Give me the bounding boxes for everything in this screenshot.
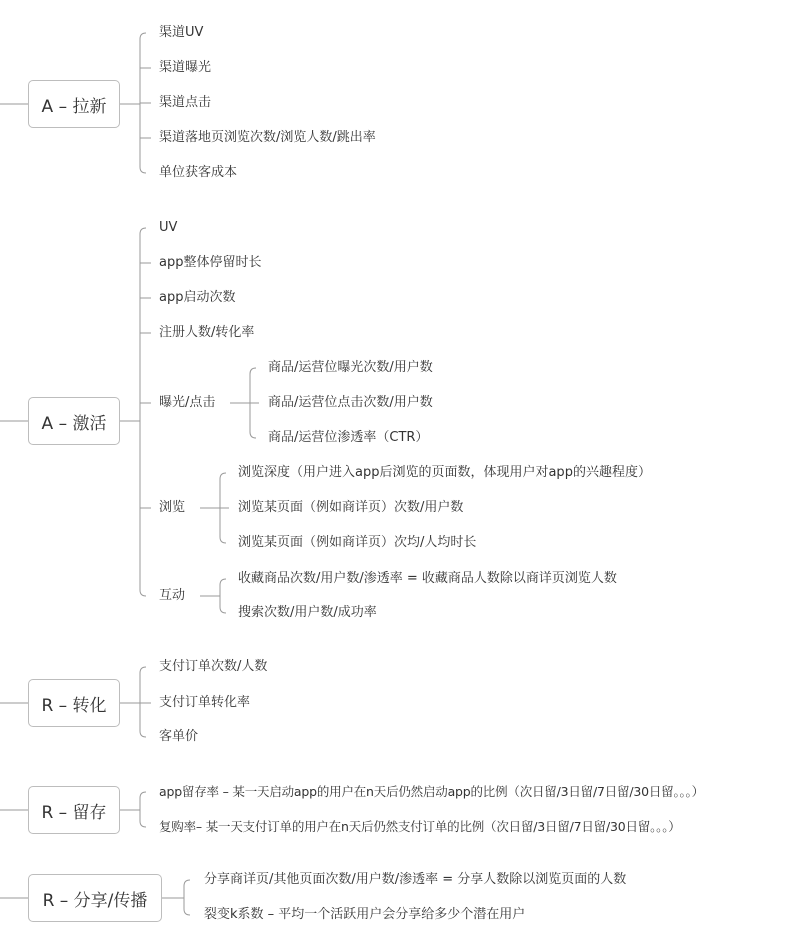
node-r-retention[interactable]: R – 留存 <box>28 786 120 834</box>
metric-channel-click: 渠道点击 <box>159 95 212 110</box>
metric-aov: 客单价 <box>159 729 199 744</box>
node-a-activation[interactable]: A – 激活 <box>28 397 120 445</box>
metric-paid-orders: 支付订单次数/人数 <box>159 659 268 674</box>
metric-channel-landing: 渠道落地页浏览次数/浏览人数/跳出率 <box>159 130 376 145</box>
metric-slot-exposure: 商品/运营位曝光次数/用户数 <box>268 360 433 375</box>
metric-channel-exposure: 渠道曝光 <box>159 60 212 75</box>
subgroup-browse[interactable]: 浏览 <box>159 500 186 515</box>
metric-app-launches: app启动次数 <box>159 290 236 305</box>
metric-registrations: 注册人数/转化率 <box>159 325 255 340</box>
metric-page-views: 浏览某页面（例如商详页）次数/用户数 <box>238 500 464 515</box>
metric-page-duration: 浏览某页面（例如商详页）次均/人均时长 <box>238 535 477 550</box>
metric-repurchase: 复购率– 某一天支付订单的用户在n天后仍然支付订单的比例（次日留/3日留/7日留/30日留。。。） <box>159 819 681 834</box>
metric-browse-depth: 浏览深度（用户进入app后浏览的页面数，体现用户对app的兴趣程度） <box>238 465 651 480</box>
metric-uv: UV <box>159 220 178 235</box>
metric-share-rate: 分享商详页/其他页面次数/用户数/渗透率 = 分享人数除以浏览页面的人数 <box>204 872 627 887</box>
metric-app-stay-duration: app整体停留时长 <box>159 255 262 270</box>
node-r-referral[interactable]: R – 分享/传播 <box>28 874 162 922</box>
metric-app-retention: app留存率 – 某一天启动app的用户在n天后仍然启动app的比例（次日留/3日留/7日留/30日留。。。） <box>159 784 704 799</box>
metric-search: 搜索次数/用户数/成功率 <box>238 605 377 620</box>
metric-channel-uv: 渠道UV <box>159 25 204 40</box>
metric-favorites: 收藏商品次数/用户数/渗透率 = 收藏商品人数除以商详页浏览人数 <box>238 571 617 586</box>
subgroup-interaction[interactable]: 互动 <box>159 588 186 603</box>
metric-slot-click: 商品/运营位点击次数/用户数 <box>268 395 433 410</box>
metric-order-conversion: 支付订单转化率 <box>159 695 251 710</box>
metric-unit-cac: 单位获客成本 <box>159 165 238 180</box>
metric-slot-ctr: 商品/运营位渗透率（CTR） <box>268 430 429 445</box>
node-a-acquisition[interactable]: A – 拉新 <box>28 80 120 128</box>
subgroup-exposure-click[interactable]: 曝光/点击 <box>159 395 216 410</box>
metric-k-factor: 裂变k系数 – 平均一个活跃用户会分享给多少个潜在用户 <box>204 907 526 922</box>
node-r-conversion[interactable]: R – 转化 <box>28 679 120 727</box>
